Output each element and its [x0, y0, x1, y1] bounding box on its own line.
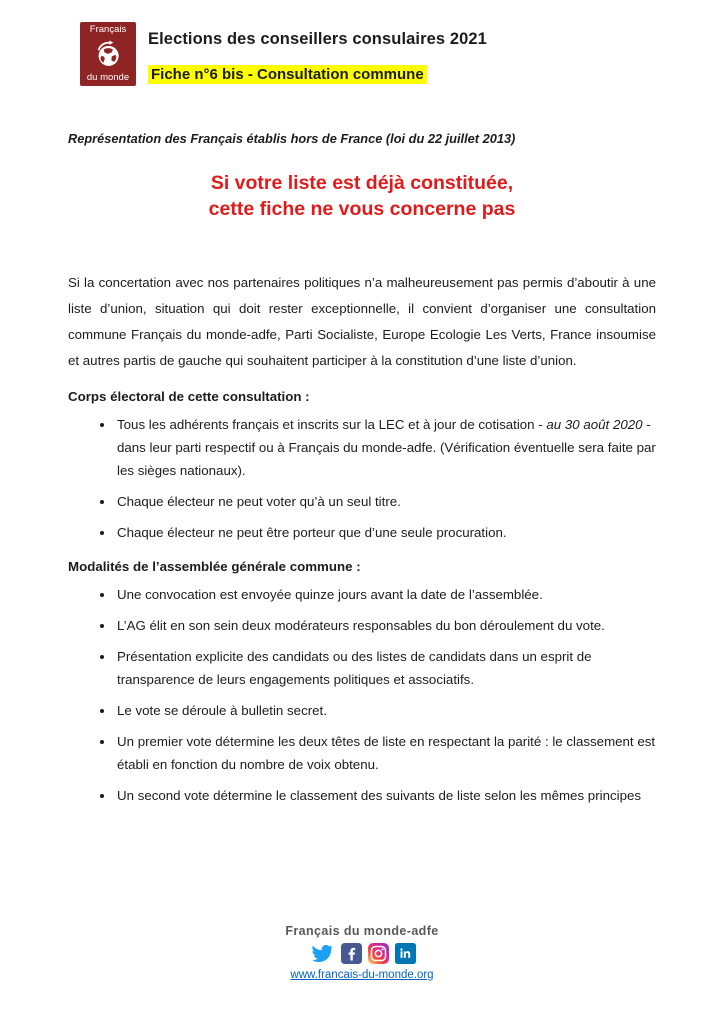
twitter-icon[interactable] [309, 943, 335, 964]
list-item: • Le vote se déroule à bulletin secret. [115, 699, 656, 722]
list-item: • Un second vote détermine le classement des suivants de liste selon les mêmes principes [115, 784, 656, 807]
list-item: • Chaque électeur ne peut voter qu’à un seul titre. [115, 490, 656, 513]
bullet-text-italic: au 30 août 2020 [546, 417, 643, 432]
warning-notice [68, 170, 656, 222]
intro-paragraph: Si la concertation avec nos partenaires politiques n’a malheureusement pas permis d’aboutir à une liste d’union, situation qui doit rester exceptionnelle, il convient d’organiser une consultation commune Français du monde-adfe, Parti Socialiste, Europe Ecologie Les Verts, France insoumise et autres partis de gauche qui souhaitent participer à la constitution d’une liste d’union. [68, 275, 656, 368]
bullet-text: Tous les adhérents français et inscrits sur la LEC et à jour de cotisation - [117, 417, 547, 432]
general-assembly-list [68, 583, 656, 807]
list-item: • L’AG élit en son sein deux modérateurs responsables du bon déroulement du vote. [115, 614, 656, 637]
linkedin-icon[interactable] [395, 943, 416, 964]
logo-bottom-text: du monde [86, 72, 130, 83]
page-title: Elections des conseillers consulaires 2021 [148, 30, 487, 48]
electoral-body-list [68, 413, 656, 544]
list-item: • Une convocation est envoyée quinze jours avant la date de l’assemblée. [115, 583, 656, 606]
list-item: • Un premier vote détermine les deux têtes de liste en respectant la parité : le classement est établi en fonction du nombre de voix obtenu. [115, 730, 656, 776]
instagram-icon[interactable] [368, 943, 389, 964]
globe-icon [93, 39, 123, 69]
facebook-icon[interactable] [341, 943, 362, 964]
section-heading-general-assembly: Modalités de l’assemblée générale commune : [68, 559, 361, 574]
logo-top-text: Français [89, 24, 127, 35]
document-body [68, 270, 656, 815]
list-item: • Chaque électeur ne peut être porteur que d’une seule procuration. [115, 521, 656, 544]
warning-notice-line1: Si votre liste est déjà constituée, [210, 172, 514, 194]
warning-notice-line2: cette fiche ne vous concerne pas [208, 198, 516, 220]
law-reference-line: Représentation des Français établis hors de France (loi du 22 juillet 2013) [68, 131, 516, 146]
organization-logo [80, 22, 136, 86]
social-icons-row [309, 942, 416, 964]
footer-org-name: Français du monde-adfe [285, 924, 439, 938]
list-item: • Présentation explicite des candidats ou des listes de candidats dans un esprit de transparence de leurs engagements politiques et associatifs. [115, 645, 656, 691]
bullet-text: - dans leur parti respectif ou à Français du monde-adfe. (Vérification éventuelle sera faite par les sièges nationaux). [117, 417, 656, 478]
section-heading-electoral-body: Corps électoral de cette consultation : [68, 389, 310, 404]
list-item [115, 413, 656, 482]
footer [0, 924, 724, 981]
website-link[interactable]: www.francais-du-monde.org [290, 969, 434, 981]
sheet-number-badge: Fiche n°6 bis - Consultation commune [148, 65, 427, 84]
